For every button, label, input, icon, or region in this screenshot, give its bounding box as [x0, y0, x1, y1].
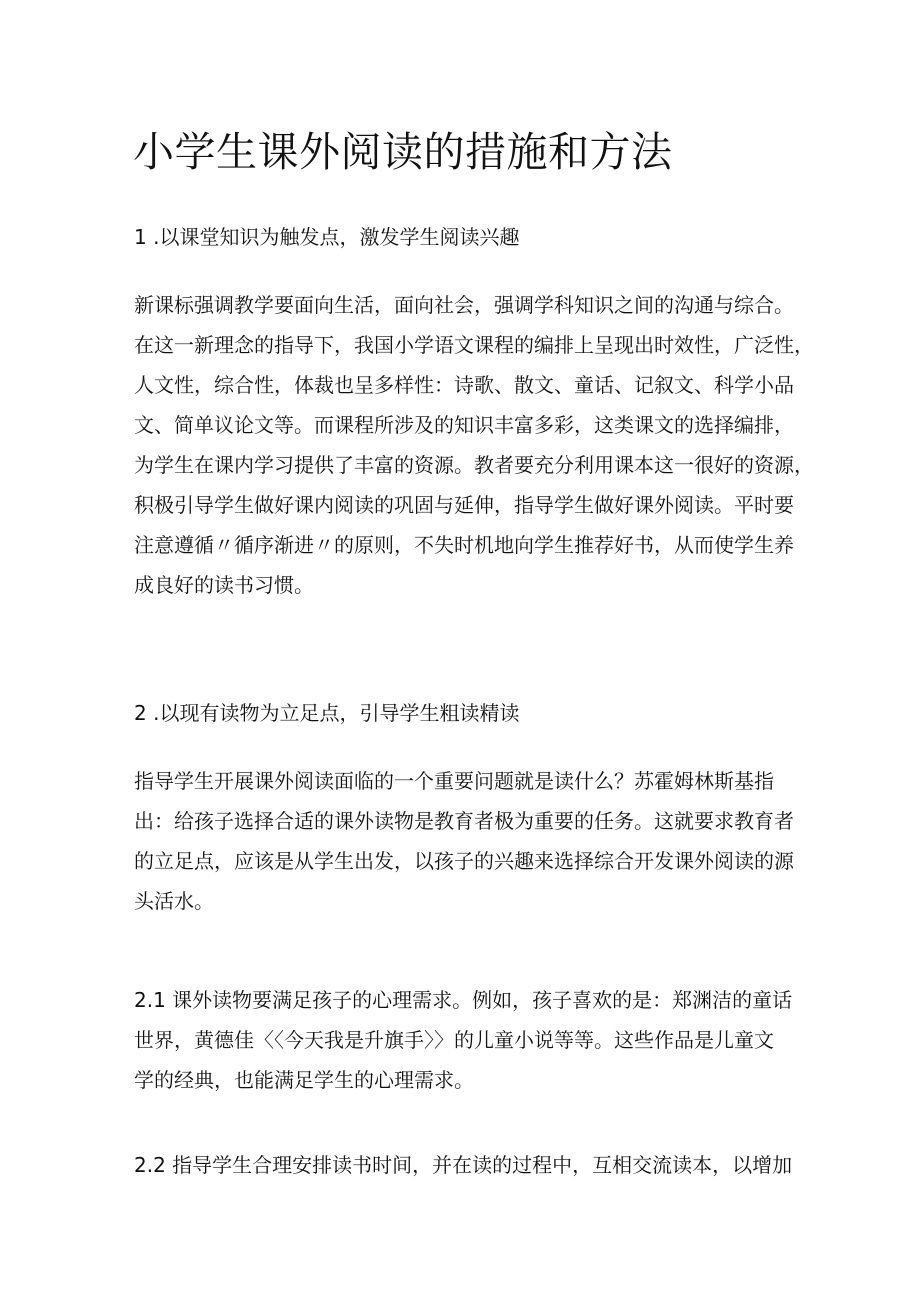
paragraph-line: 在这一新理念的指导下，我国小学语文课程的编排上呈现出时效性，广泛性，	[134, 333, 814, 357]
paragraph-line: 新课标强调教学要面向生活，面向社会，强调学科知识之间的沟通与综合。	[134, 293, 794, 317]
paragraph-line: 2.1 课外读物要满足孩子的心理需求。例如，孩子喜欢的是：郑渊洁的童话	[134, 988, 793, 1012]
paragraph-line: 世界，黄德佳〈〈今天我是升旗手〉〉的儿童小说等等。这些作品是儿童文	[134, 1028, 774, 1052]
paragraph-line: 2.2 指导学生合理安排读书时间，并在读的过程中，互相交流读本，以增加	[134, 1153, 793, 1177]
paragraph-line: 头活水。	[134, 889, 214, 913]
paragraph-line: 人文性，综合性，体裁也呈多样性：诗歌、散文、童话、记叙文、科学小品	[134, 373, 794, 397]
document-title: 小学生课外阅读的措施和方法	[133, 128, 673, 176]
paragraph-line: 指导学生开展课外阅读面临的一个重要问题就是读什么？苏霍姆林斯基指	[134, 769, 774, 793]
paragraph-line: 成良好的读书习惯。	[134, 573, 314, 597]
paragraph-line: 学的经典，也能满足学生的心理需求。	[134, 1068, 474, 1092]
section-2-heading: 2 .以现有读物为立足点，引导学生粗读精读	[134, 701, 520, 725]
section-2-2-paragraph	[134, 1145, 810, 1185]
section-2-paragraph	[134, 761, 810, 921]
paragraph-line: 注意遵循〃循序渐进〃的原则，不失时机地向学生推荐好书，从而使学生养	[134, 533, 794, 557]
paragraph-line: 出：给孩子选择合适的课外读物是教育者极为重要的任务。这就要求教育者	[134, 809, 794, 833]
section-2-1-paragraph	[134, 980, 810, 1100]
paragraph-line: 积极引导学生做好课内阅读的巩固与延伸，指导学生做好课外阅读。平时要	[134, 493, 794, 517]
section-1-paragraph	[134, 285, 814, 605]
paragraph-line: 文、简单议论文等。而课程所涉及的知识丰富多彩，这类课文的选择编排，	[134, 413, 794, 437]
paragraph-line: 的立足点，应该是从学生出发，以孩子的兴趣来选择综合开发课外阅读的源	[134, 849, 794, 873]
paragraph-line: 为学生在课内学习提供了丰富的资源。教者要充分利用课本这一很好的资源，	[134, 453, 814, 477]
section-1-heading: 1 .以课堂知识为触发点，激发学生阅读兴趣	[134, 225, 520, 249]
